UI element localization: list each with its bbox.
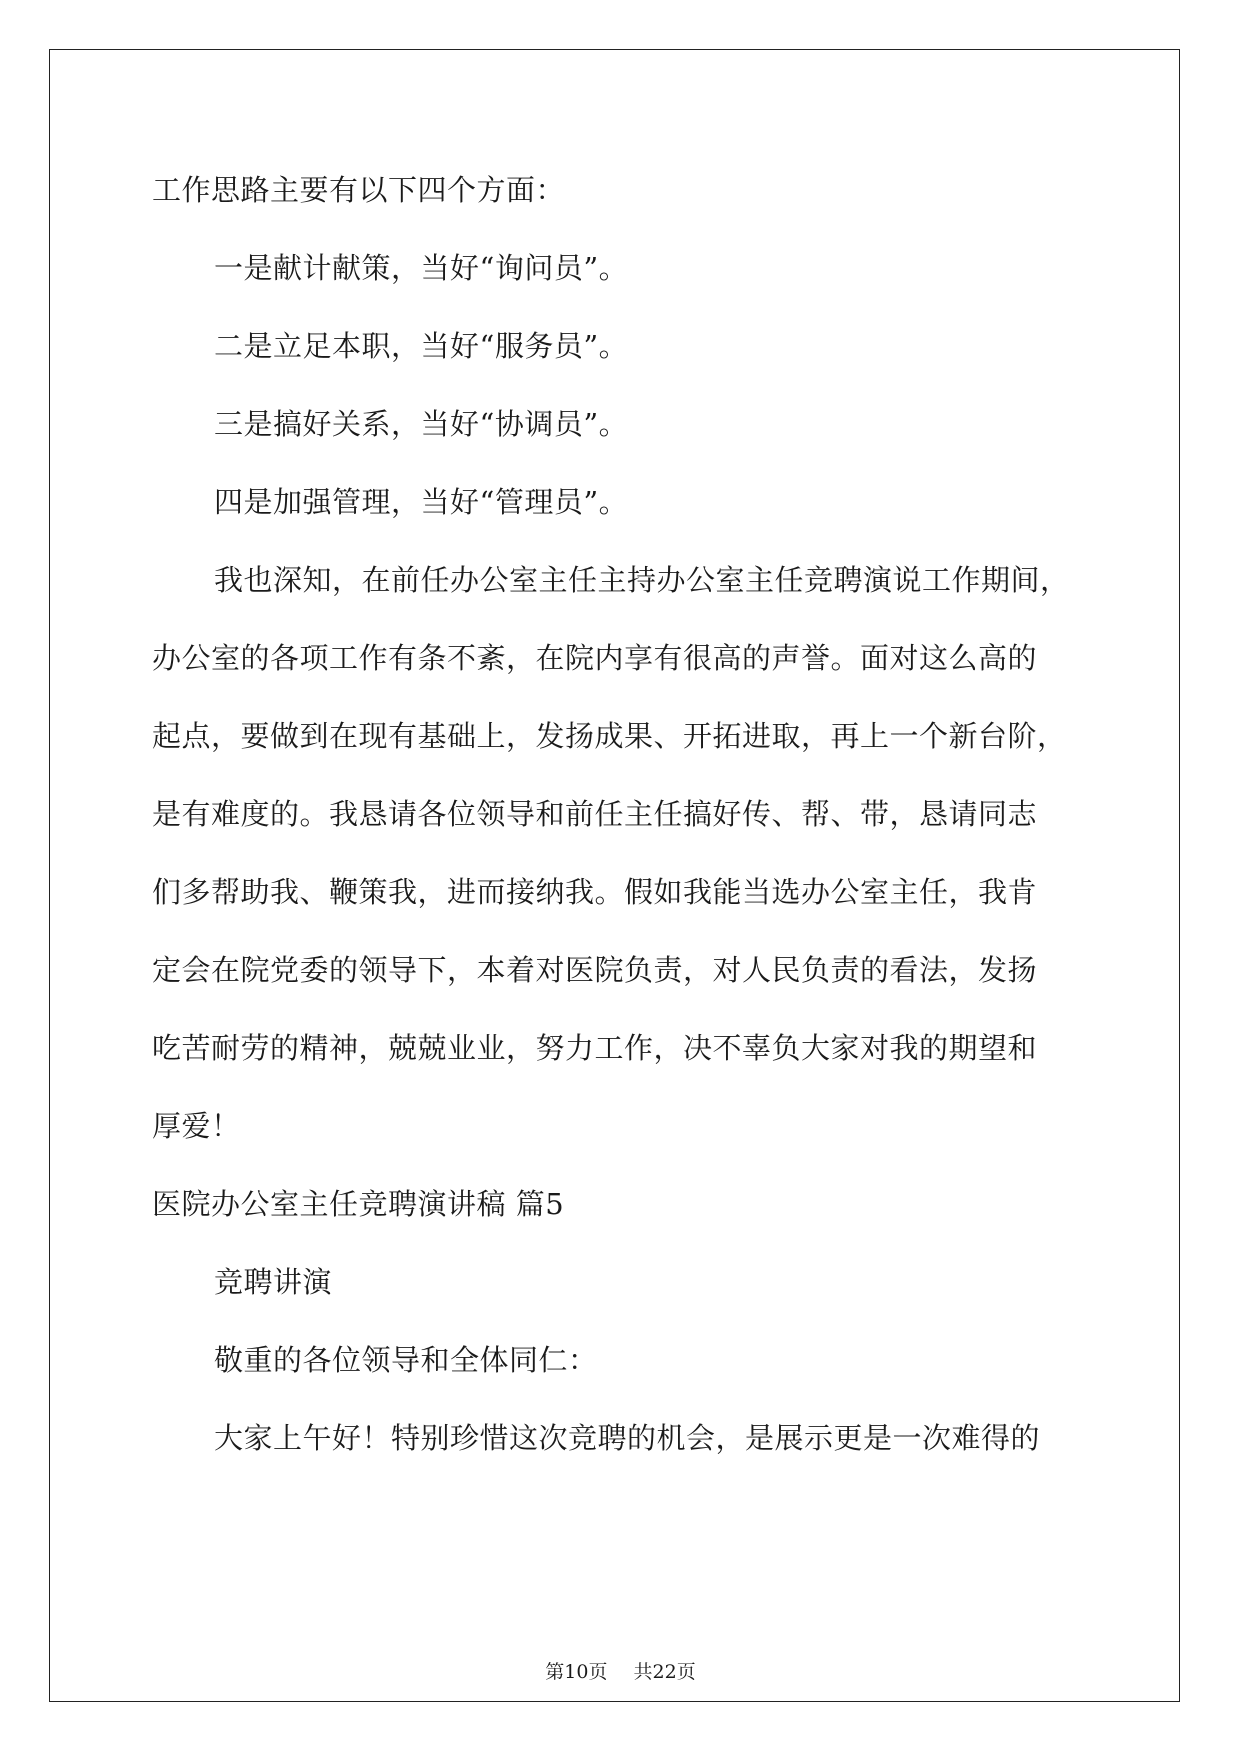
paragraph-line: 四是加强管理，当好“管理员”。	[214, 485, 629, 519]
paragraph-line: 定会在院党委的领导下，本着对医院负责，对人民负责的看法，发扬	[152, 953, 1038, 987]
page-number-total: 共22页	[633, 1661, 696, 1683]
paragraph-line: 二是立足本职，当好“服务员”。	[214, 329, 629, 363]
section-heading: 医院办公室主任竞聘演讲稿 篇5	[152, 1187, 565, 1221]
section-subtitle: 竞聘讲演	[214, 1265, 333, 1299]
paragraph-line: 办公室的各项工作有条不紊，在院内享有很高的声誉。面对这么高的	[152, 641, 1038, 675]
page-number-current: 第10页	[545, 1661, 608, 1683]
paragraph-line: 三是搞好关系，当好“协调员”。	[214, 407, 629, 441]
paragraph-line: 一是献计献策，当好“询问员”。	[214, 251, 629, 285]
paragraph-line: 大家上午好！特别珍惜这次竞聘的机会，是展示更是一次难得的	[214, 1421, 1041, 1455]
paragraph-line: 厚爱！	[152, 1109, 241, 1143]
salutation: 敬重的各位领导和全体同仁：	[214, 1343, 598, 1377]
paragraph-line: 我也深知，在前任办公室主任主持办公室主任竞聘演说工作期间，	[214, 563, 1070, 597]
paragraph-line: 吃苦耐劳的精神，兢兢业业，努力工作，决不辜负大家对我的期望和	[152, 1031, 1038, 1065]
paragraph-line: 工作思路主要有以下四个方面：	[152, 173, 566, 207]
document-body	[152, 170, 1092, 1496]
paragraph-line: 们多帮助我、鞭策我，进而接纳我。假如我能当选办公室主任，我肯	[152, 875, 1038, 909]
page-footer	[0, 1660, 1241, 1684]
paragraph-line: 是有难度的。我恳请各位领导和前任主任搞好传、帮、带，恳请同志	[152, 797, 1038, 831]
paragraph-line: 起点，要做到在现有基础上，发扬成果、开拓进取，再上一个新台阶，	[152, 719, 1067, 753]
